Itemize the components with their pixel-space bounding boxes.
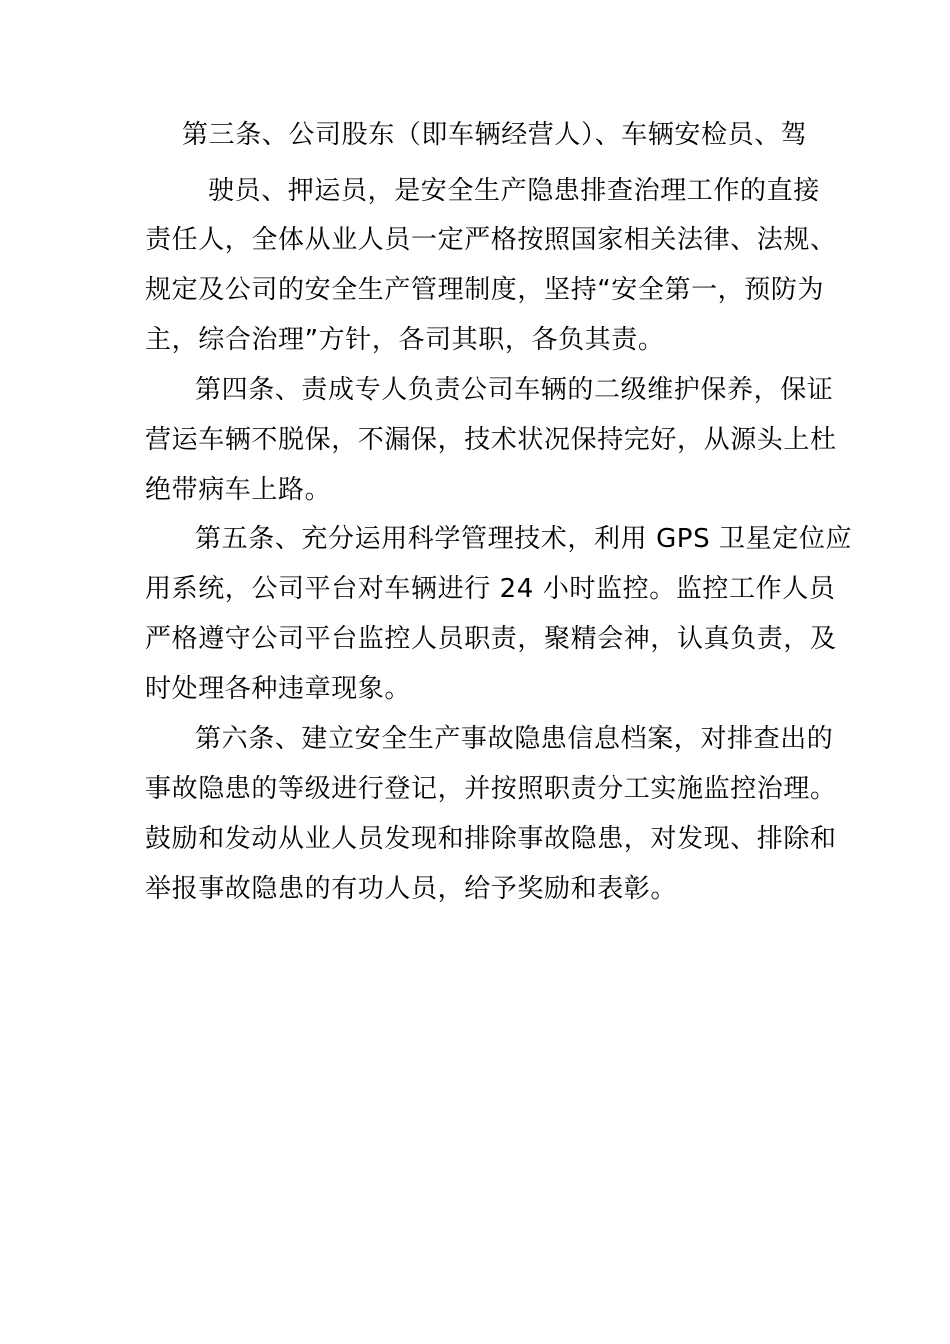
article-3-line-2: 驶员、押运员，是安全生产隐患排查治理工作的直接: [208, 176, 820, 206]
article-3-line-1: 第三条、公司股东（即车辆经营人）、车辆安检员、驾: [182, 120, 808, 150]
article-5-line-2: 用系统，公司平台对车辆进行 24 小时监控。监控工作人员: [145, 574, 836, 604]
article-3-line-4: 规定及公司的安全生产管理制度，坚持“安全第一，预防为: [145, 275, 825, 305]
article-5-line-1: 第五条、充分运用科学管理技术，利用 GPS 卫星定位应: [195, 524, 853, 554]
article-5-line-3: 严格遵守公司平台监控人员职责，聚精会神，认真负责，及: [145, 624, 837, 654]
article-4-line-3: 绝带病车上路。: [145, 475, 332, 505]
article-6-line-3: 鼓励和发动从业人员发现和排除事故隐患，对发现、排除和: [145, 824, 837, 854]
article-6-line-4: 举报事故隐患的有功人员，给予奖励和表彰。: [145, 874, 678, 904]
article-6-line-2: 事故隐患的等级进行登记，并按照职责分工实施监控治理。: [145, 774, 837, 804]
article-4-line-1: 第四条、责成专人负责公司车辆的二级维护保养，保证: [195, 375, 834, 405]
article-3-line-5: 主，综合治理”方针，各司其职，各负其责。: [145, 325, 665, 355]
article-6-line-1: 第六条、建立安全生产事故隐患信息档案，对排查出的: [195, 724, 834, 754]
article-5-line-4: 时处理各种违章现象。: [145, 674, 412, 704]
article-3-line-3: 责任人，全体从业人员一定严格按照国家相关法律、法规、: [145, 225, 837, 255]
article-4-line-2: 营运车辆不脱保，不漏保，技术状况保持完好，从源头上杜: [145, 425, 837, 455]
